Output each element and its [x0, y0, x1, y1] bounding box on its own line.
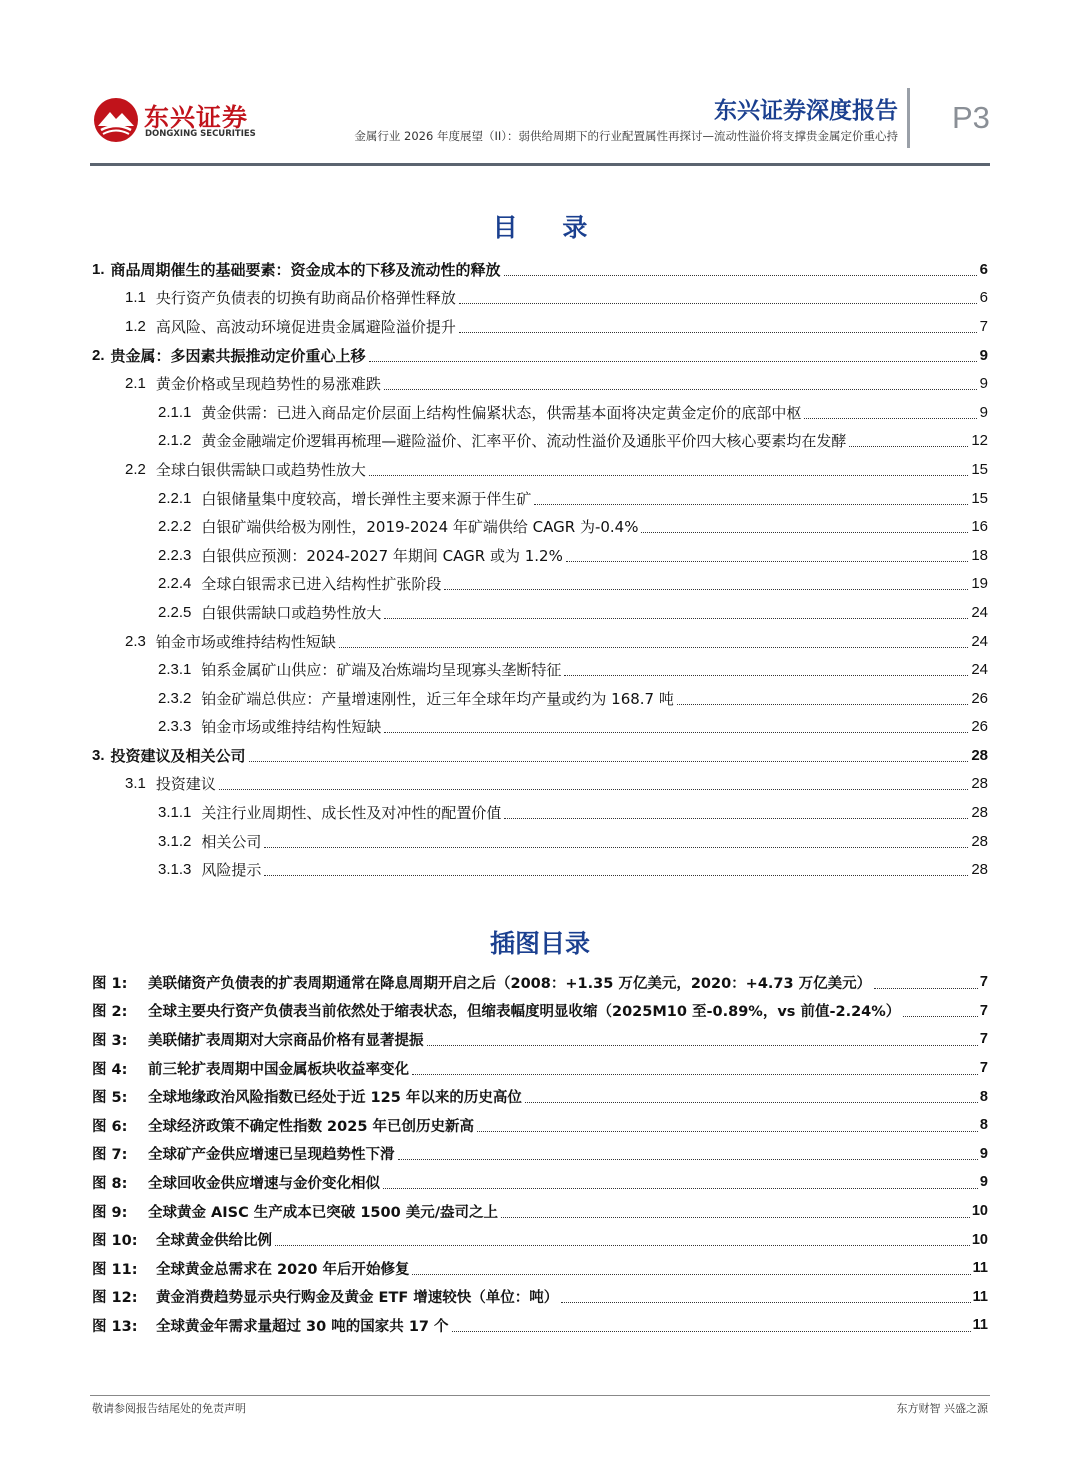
toc-entry[interactable] — [92, 598, 988, 627]
toc-leader-dots — [564, 675, 968, 676]
figure-entry-page: 10 — [971, 1203, 988, 1220]
toc-entry-page: 26 — [971, 718, 988, 736]
toc-leader-dots — [504, 818, 968, 819]
figure-entry-label: 图 6: — [92, 1118, 128, 1135]
figure-entry[interactable] — [92, 1025, 988, 1054]
toc-entry-text: 黄金供需：已进入商品定价层面上结构性偏紧状态，供需基本面将决定黄金定价的底部中枢 — [201, 403, 802, 422]
toc-entry-number: 2.2.2 — [158, 518, 192, 536]
toc-entry[interactable] — [92, 312, 988, 341]
figure-entry[interactable] — [92, 1254, 988, 1283]
toc-entry-number: 2.3.2 — [158, 689, 192, 707]
figure-entry-text: 全球黄金年需求量超过 30 吨的国家共 17 个 — [156, 1318, 449, 1335]
figure-leader-dots — [501, 1217, 970, 1218]
toc-entry-text: 投资建议 — [155, 775, 216, 794]
toc-entry-number: 3. — [92, 746, 105, 764]
figure-entry-text: 全球地缘政治风险指数已经处于近 125 年以来的历史高位 — [148, 1090, 522, 1107]
toc-entry-number: 2.1 — [125, 375, 146, 393]
figure-entry-page: 11 — [972, 1260, 988, 1277]
figure-entry-label: 图 10: — [92, 1233, 138, 1250]
toc-entry[interactable] — [92, 798, 988, 827]
company-logo — [92, 96, 256, 148]
toc-entry-page: 15 — [971, 489, 988, 507]
figure-entry-page: 7 — [979, 1002, 988, 1019]
figure-leader-dots — [561, 1302, 970, 1303]
figure-entry-label: 图 5: — [92, 1090, 128, 1107]
toc-entry-text: 投资建议及相关公司 — [110, 746, 246, 765]
toc-leader-dots — [219, 789, 968, 790]
figure-entry[interactable] — [92, 1140, 988, 1169]
figure-entry-text: 全球回收金供应增速与金价变化相似 — [148, 1175, 380, 1192]
figure-entry-page: 8 — [979, 1088, 988, 1105]
toc-entry-page: 6 — [979, 289, 988, 307]
figure-entry-text: 黄金消费趋势显示央行购金及黄金 ETF 增速较快（单位：吨） — [156, 1290, 559, 1307]
toc-entry-number: 2.3.1 — [158, 661, 192, 679]
toc-leader-dots — [534, 504, 968, 505]
toc-entry[interactable] — [92, 541, 988, 570]
figure-list-title: 插图目录 — [489, 929, 590, 958]
figure-leader-dots — [903, 1016, 978, 1017]
toc-entry-number: 1.1 — [125, 289, 146, 307]
toc-entry[interactable] — [92, 627, 988, 656]
toc-entry-text: 全球白银需求已进入结构性扩张阶段 — [201, 575, 442, 594]
figure-leader-dots — [412, 1074, 978, 1075]
figure-entry-label: 图 3: — [92, 1032, 128, 1049]
figure-entry-text: 全球经济政策不确定性指数 2025 年已创历史新高 — [148, 1118, 474, 1135]
figure-entry-page: 9 — [979, 1145, 988, 1162]
toc-entry-number: 3.1.1 — [158, 804, 192, 822]
toc-entry[interactable] — [92, 684, 988, 713]
toc-entry[interactable] — [92, 855, 988, 884]
toc-entry-page: 15 — [971, 460, 988, 478]
toc-entry[interactable] — [92, 341, 988, 370]
figure-entry-label: 图 2: — [92, 1004, 128, 1021]
figure-entry-text: 美联储扩表周期对大宗商品价格有显著提振 — [148, 1032, 424, 1049]
toc-entry-text: 铂金市场或维持结构性短缺 — [201, 718, 382, 737]
toc-entry-page: 28 — [971, 804, 988, 822]
figure-entry-label: 图 13: — [92, 1318, 138, 1335]
toc-entry-number: 2.2.4 — [158, 575, 192, 593]
toc-entry-page: 12 — [971, 432, 988, 450]
figure-entry-page: 11 — [972, 1288, 988, 1305]
page-number: P3 — [952, 100, 990, 135]
figure-entry[interactable] — [92, 1197, 988, 1226]
figure-entry[interactable] — [92, 997, 988, 1026]
toc-entry[interactable] — [92, 255, 988, 284]
toc-entry[interactable] — [92, 713, 988, 742]
figure-entry-text: 全球矿产金供应增速已呈现趋势性下滑 — [148, 1147, 395, 1164]
figure-leader-dots — [275, 1245, 970, 1246]
report-subtitle: 金属行业 2026 年度展望（II）：弱供给周期下的行业配置属性再探讨—流动性溢价将支撑贵金属定价重心持 — [354, 129, 898, 143]
toc-entry-page: 28 — [971, 746, 988, 764]
toc-entry-text: 央行资产负债表的切换有助商品价格弹性释放 — [155, 289, 456, 308]
figure-leader-dots — [477, 1131, 978, 1132]
toc-entry[interactable] — [92, 655, 988, 684]
toc-entry-text: 白银储量集中度较高，增长弹性主要来源于伴生矿 — [201, 489, 532, 508]
figure-entry-label: 图 8: — [92, 1175, 128, 1192]
toc-leader-dots — [264, 875, 968, 876]
toc-leader-dots — [384, 732, 968, 733]
figure-entry-page: 7 — [979, 1031, 988, 1048]
toc-leader-dots — [339, 647, 968, 648]
toc-leader-dots — [641, 532, 968, 533]
figure-entry-text: 全球主要央行资产负债表当前依然处于缩表状态，但缩表幅度明显收缩（2025M10 至-0.89%，vs 前值-2.24%） — [148, 1004, 901, 1021]
figure-entry[interactable] — [92, 1283, 988, 1312]
footer-slogan: 东方财智 兴盛之源 — [896, 1402, 988, 1415]
toc-entry-number: 3.1.3 — [158, 861, 192, 879]
figure-leader-dots — [427, 1045, 978, 1046]
toc-entry[interactable] — [92, 827, 988, 856]
figure-entry[interactable] — [92, 1225, 988, 1254]
toc-leader-dots — [444, 589, 968, 590]
toc-leader-dots — [459, 303, 977, 304]
toc-entry-number: 2.2.3 — [158, 546, 192, 564]
logo-english-name: DONGXING SECURITIES — [145, 129, 256, 139]
toc-leader-dots — [849, 446, 968, 447]
toc-entry-number: 2. — [92, 346, 105, 364]
report-type-title: 东兴证券深度报告 — [714, 98, 898, 124]
toc-entry-text: 高风险、高波动环境促进贵金属避险溢价提升 — [155, 317, 456, 336]
toc-entry-page: 6 — [979, 260, 988, 278]
figure-entry-text: 美联储资产负债表的扩表周期通常在降息周期开启之后（2008：+1.35 万亿美元，2020：+4.73 万亿美元） — [148, 975, 872, 992]
figure-entry-page: 7 — [979, 974, 988, 991]
toc-entry-page: 26 — [971, 689, 988, 707]
figure-entry[interactable] — [92, 1111, 988, 1140]
toc-entry-text: 白银供应预测：2024-2027 年期间 CAGR 或为 1.2% — [201, 546, 563, 565]
toc-entry[interactable] — [92, 741, 988, 770]
toc-entry-text: 白银矿端供给极为刚性，2019-2024 年矿端供给 CAGR 为-0.4% — [201, 518, 639, 537]
footer-rule — [90, 1395, 990, 1396]
toc-entry-text: 铂金市场或维持结构性短缺 — [155, 632, 336, 651]
toc-entry-text: 商品周期催生的基础要素：资金成本的下移及流动性的释放 — [110, 260, 501, 279]
toc-entry-page: 28 — [971, 775, 988, 793]
logo-chinese-name: 东兴证券 — [144, 103, 249, 132]
figure-leader-dots — [452, 1331, 971, 1332]
toc-leader-dots — [459, 332, 977, 333]
toc-leader-dots — [264, 847, 968, 848]
header-rule — [90, 163, 990, 166]
figure-entry-text: 全球黄金 AISC 生产成本已突破 1500 美元/盎司之上 — [148, 1204, 499, 1221]
toc-entry-page: 28 — [971, 832, 988, 850]
toc-leader-dots — [677, 704, 968, 705]
toc-leader-dots — [369, 475, 968, 476]
toc-entry[interactable] — [92, 284, 988, 313]
toc-entry[interactable] — [92, 484, 988, 513]
toc-entry-number: 2.2.1 — [158, 489, 192, 507]
figure-entry-label: 图 11: — [92, 1261, 138, 1278]
figure-entry-text: 全球黄金总需求在 2020 年后开始修复 — [156, 1261, 410, 1278]
toc-entry-number: 3.1.2 — [158, 832, 192, 850]
figure-leader-dots — [525, 1102, 978, 1103]
figure-entry-label: 图 12: — [92, 1290, 138, 1307]
figure-entry-text: 前三轮扩表周期中国金属板块收益率变化 — [148, 1061, 409, 1078]
toc-entry-text: 贵金属：多因素共振推动定价重心上移 — [110, 346, 366, 365]
figure-entry-page: 10 — [971, 1231, 988, 1248]
figure-entry-page: 9 — [979, 1174, 988, 1191]
toc-entry-page: 7 — [979, 317, 988, 335]
toc-entry-page: 28 — [971, 861, 988, 879]
figure-entry-text: 全球黄金供给比例 — [156, 1233, 272, 1250]
figure-entry-page: 8 — [979, 1117, 988, 1134]
toc-entry-number: 1.2 — [125, 317, 146, 335]
toc-entry-text: 相关公司 — [201, 832, 262, 851]
toc-title: 目 录 — [492, 213, 606, 242]
toc-entry-page: 19 — [971, 575, 988, 593]
figure-entry-label: 图 1: — [92, 975, 128, 992]
toc-entry-number: 1. — [92, 260, 105, 278]
figure-leader-dots — [398, 1159, 978, 1160]
toc-entry-number: 2.2 — [125, 460, 146, 478]
figure-entry[interactable] — [92, 1054, 988, 1083]
figure-entry[interactable] — [92, 1082, 988, 1111]
toc-entry[interactable] — [92, 455, 988, 484]
toc-entry-page: 24 — [971, 661, 988, 679]
toc-entry[interactable] — [92, 369, 988, 398]
toc-entry-text: 黄金金融端定价逻辑再梳理—避险溢价、汇率平价、流动性溢价及通胀平价四大核心要素均在发酵 — [201, 432, 847, 451]
toc-entry-page: 9 — [979, 346, 988, 364]
toc-entry-text: 白银供需缺口或趋势性放大 — [201, 603, 382, 622]
figure-list — [92, 968, 988, 1340]
figure-leader-dots — [412, 1274, 970, 1275]
dongxing-logo-icon — [92, 96, 140, 144]
toc-entry-page: 16 — [971, 518, 988, 536]
figure-entry-label: 图 9: — [92, 1204, 128, 1221]
figure-entry-label: 图 4: — [92, 1061, 128, 1078]
footer-disclaimer: 敬请参阅报告结尾处的免责声明 — [92, 1402, 246, 1415]
toc-entry-number: 2.3.3 — [158, 718, 192, 736]
figure-entry-page: 7 — [979, 1060, 988, 1077]
figure-entry-page: 11 — [972, 1317, 988, 1334]
toc-entry[interactable] — [92, 512, 988, 541]
toc-entry[interactable] — [92, 570, 988, 599]
page-header — [0, 0, 1080, 170]
figure-leader-dots — [874, 988, 978, 989]
toc-leader-dots — [384, 618, 968, 619]
toc-leader-dots — [804, 418, 976, 419]
toc-entry[interactable] — [92, 770, 988, 799]
figure-entry[interactable] — [92, 1168, 988, 1197]
toc-leader-dots — [369, 361, 977, 362]
toc-entry[interactable] — [92, 427, 988, 456]
table-of-contents — [92, 255, 988, 884]
toc-entry-text: 黄金价格或呈现趋势性的易涨难跌 — [155, 375, 381, 394]
toc-entry-text: 铂金矿端总供应：产量增速刚性，近三年全球年均产量或约为 168.7 吨 — [201, 689, 674, 708]
toc-entry-number: 2.2.5 — [158, 603, 192, 621]
toc-entry-text: 关注行业周期性、成长性及对冲性的配置价值 — [201, 804, 502, 823]
toc-leader-dots — [384, 389, 977, 390]
toc-entry-page: 9 — [979, 375, 988, 393]
toc-leader-dots — [249, 761, 969, 762]
toc-entry-page: 24 — [971, 603, 988, 621]
figure-entry[interactable] — [92, 968, 988, 997]
toc-entry-number: 2.3 — [125, 632, 146, 650]
figure-entry-label: 图 7: — [92, 1147, 128, 1164]
toc-entry-page: 9 — [979, 403, 988, 421]
toc-entry[interactable] — [92, 398, 988, 427]
figure-entry[interactable] — [92, 1311, 988, 1340]
toc-entry-number: 2.1.2 — [158, 432, 192, 450]
toc-entry-page: 18 — [971, 546, 988, 564]
toc-leader-dots — [566, 561, 968, 562]
toc-entry-text: 风险提示 — [201, 861, 262, 880]
toc-entry-number: 2.1.1 — [158, 403, 192, 421]
figure-leader-dots — [383, 1188, 978, 1189]
toc-entry-text: 铂系金属矿山供应：矿端及冶炼端均呈现寡头垄断特征 — [201, 661, 562, 680]
header-divider — [907, 88, 910, 148]
toc-entry-text: 全球白银供需缺口或趋势性放大 — [155, 460, 366, 479]
toc-entry-number: 3.1 — [125, 775, 146, 793]
toc-entry-page: 24 — [971, 632, 988, 650]
toc-leader-dots — [504, 275, 977, 276]
